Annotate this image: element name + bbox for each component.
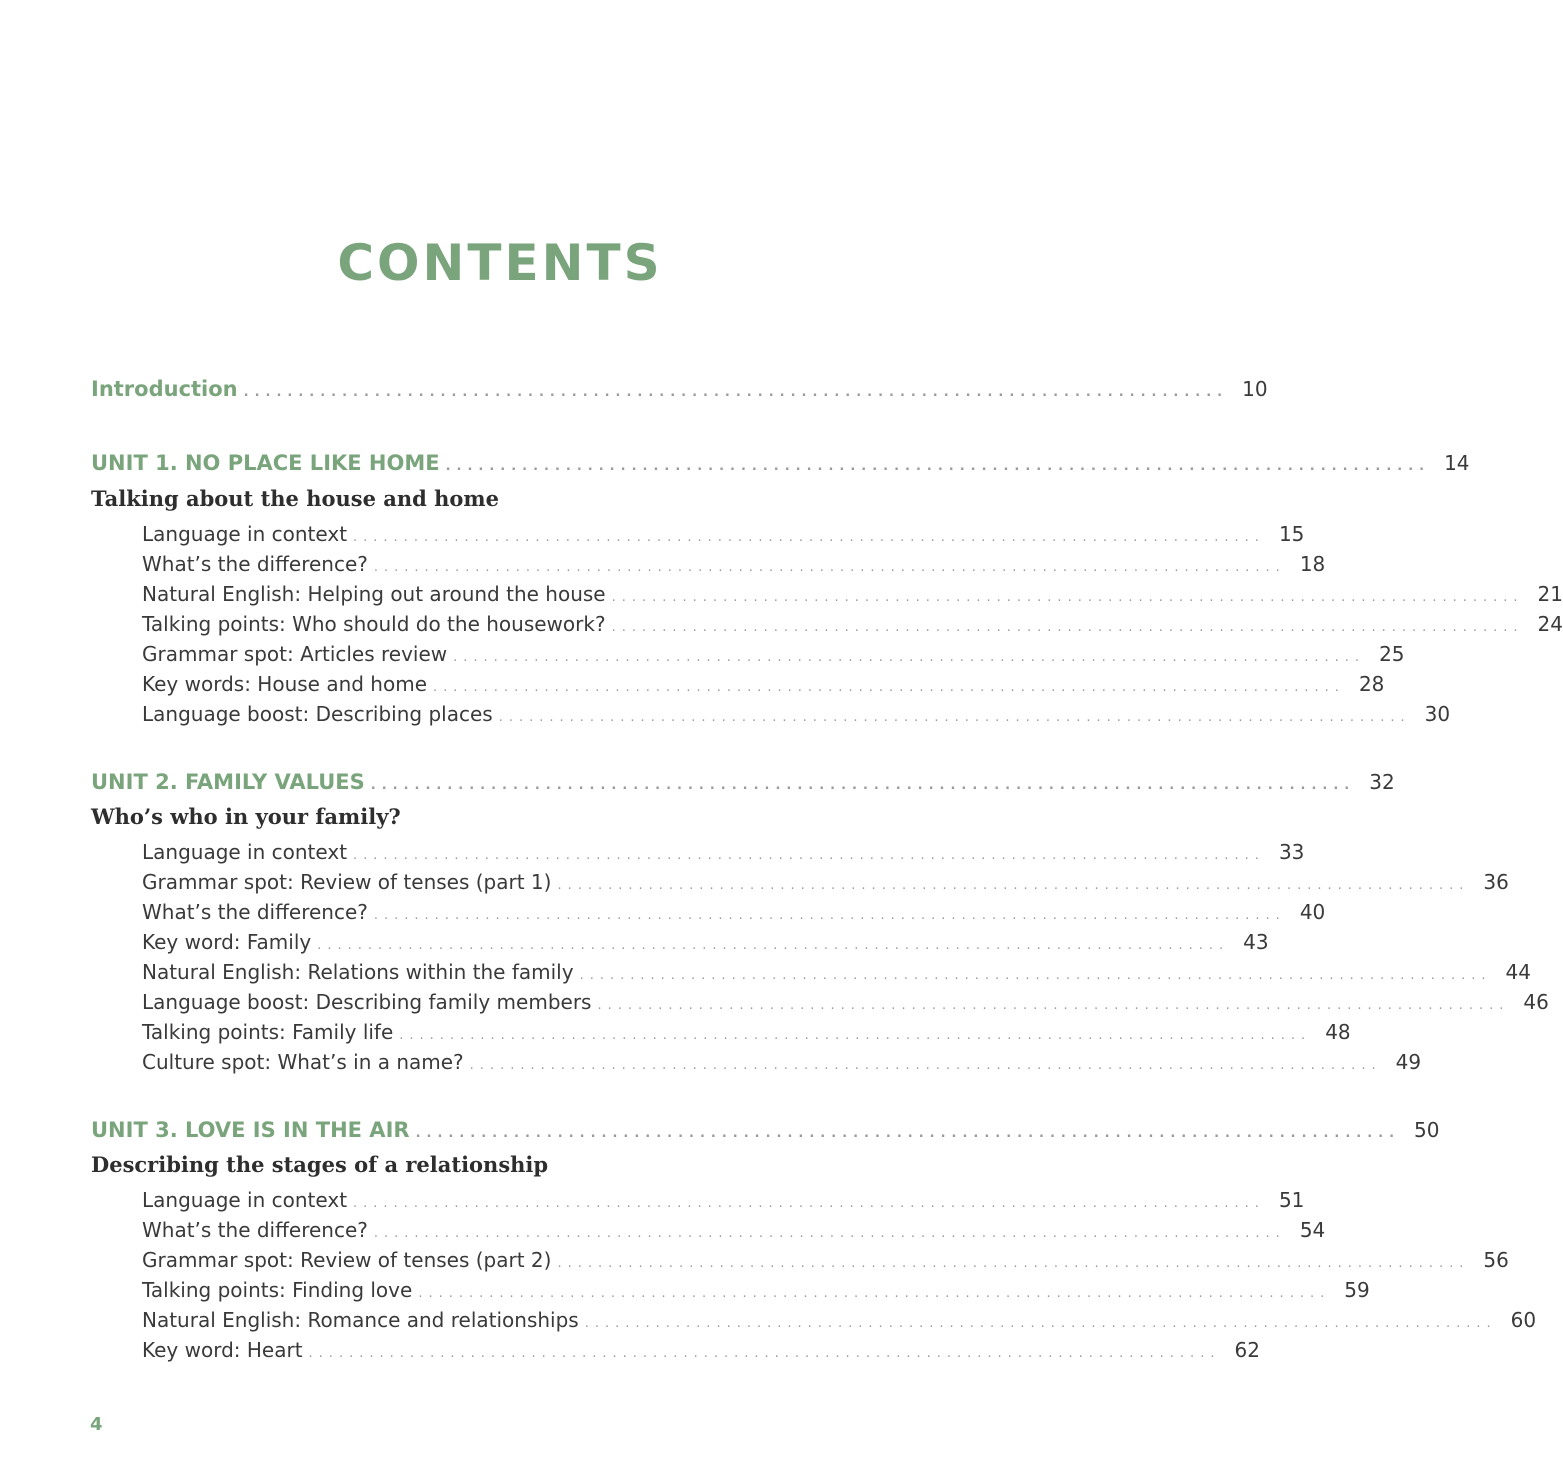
toc-item[interactable]: [142, 1338, 1260, 1362]
toc-item-page: 49: [1395, 1050, 1422, 1074]
toc-item[interactable]: [142, 672, 1385, 696]
toc-item-page: 46: [1523, 990, 1549, 1014]
toc-item-label: Language in context: [142, 522, 348, 546]
toc-item-label: Natural English: Romance and relationships: [142, 1308, 579, 1332]
dot-leader: ..........................................................................................: [445, 459, 1431, 474]
toc-item-page: 40: [1299, 900, 1326, 924]
toc-item[interactable]: [142, 1278, 1370, 1302]
dot-leader: ..........................................................................................: [597, 998, 1510, 1013]
toc-item[interactable]: [142, 702, 1451, 726]
unit-heading-2[interactable]: [91, 770, 1395, 794]
toc-item[interactable]: [142, 960, 1531, 984]
toc-item[interactable]: [142, 1308, 1537, 1332]
toc-item[interactable]: [142, 900, 1326, 924]
toc-item[interactable]: [142, 522, 1305, 546]
unit-heading-page: 50: [1414, 1118, 1440, 1142]
toc-item-label: Grammar spot: Review of tenses (part 1): [142, 870, 552, 894]
toc-entry-label: Introduction: [91, 377, 238, 401]
toc-item-page: 33: [1278, 840, 1305, 864]
dot-leader: ..........................................................................................: [557, 878, 1470, 893]
dot-leader: ..........................................................................................: [353, 530, 1265, 545]
toc-item-page: 60: [1510, 1308, 1537, 1332]
dot-leader: ..........................................................................................: [611, 620, 1524, 635]
toc-item-page: 48: [1325, 1020, 1351, 1044]
unit-subtitle-2: Who’s who in your family?: [91, 804, 401, 829]
toc-item-label: Talking points: Family life: [142, 1020, 394, 1044]
toc-item[interactable]: [142, 1050, 1422, 1074]
toc-item[interactable]: [142, 1218, 1326, 1242]
toc-item-page: 28: [1358, 672, 1385, 696]
toc-item-page: 36: [1483, 870, 1509, 894]
unit-heading-label: UNIT 3. LOVE IS IN THE AIR: [91, 1118, 410, 1142]
dot-leader: ..........................................................................................: [611, 590, 1524, 605]
toc-item[interactable]: [142, 930, 1269, 954]
toc-item-page: 43: [1243, 930, 1269, 954]
toc-item-label: Natural English: Helping out around the house: [142, 582, 606, 606]
dot-leader: ..........................................................................................: [373, 1226, 1286, 1241]
toc-item-page: 30: [1424, 702, 1451, 726]
unit-heading-label: UNIT 2. FAMILY VALUES: [91, 770, 365, 794]
dot-leader: ..........................................................................................: [453, 650, 1366, 665]
dot-leader: ..........................................................................................: [308, 1346, 1221, 1361]
toc-item[interactable]: [142, 1248, 1509, 1272]
toc-item[interactable]: [142, 870, 1509, 894]
toc-item-page: 24: [1537, 612, 1563, 636]
toc-item-page: 54: [1299, 1218, 1326, 1242]
toc-item-page: 51: [1278, 1188, 1305, 1212]
dot-leader: ..........................................................................................: [353, 1196, 1265, 1211]
unit-heading-1[interactable]: [91, 451, 1470, 475]
toc-entry-introduction[interactable]: [91, 377, 1268, 401]
toc-item-label: Language in context: [142, 1188, 348, 1212]
toc-item-page: 21: [1537, 582, 1563, 606]
toc-item-page: 15: [1278, 522, 1305, 546]
toc-item-label: Language boost: Describing family members: [142, 990, 592, 1014]
toc-item-label: Talking points: Finding love: [142, 1278, 413, 1302]
unit-heading-label: UNIT 1. NO PLACE LIKE HOME: [91, 451, 440, 475]
dot-leader: ..........................................................................................: [373, 560, 1286, 575]
page-title: CONTENTS: [337, 234, 663, 292]
toc-item[interactable]: [142, 990, 1549, 1014]
toc-item-label: Grammar spot: Articles review: [142, 642, 448, 666]
toc-item-label: Key word: Heart: [142, 1338, 303, 1362]
toc-item-label: Culture spot: What’s in a name?: [142, 1050, 464, 1074]
toc-item[interactable]: [142, 612, 1563, 636]
dot-leader: ..........................................................................................: [399, 1028, 1312, 1043]
toc-item[interactable]: [142, 840, 1305, 864]
toc-item-label: What’s the difference?: [142, 552, 368, 576]
toc-item[interactable]: [142, 1020, 1351, 1044]
dot-leader: ..........................................................................................: [469, 1058, 1382, 1073]
toc-item-label: Talking points: Who should do the housework?: [142, 612, 606, 636]
dot-leader: ..........................................................................................: [317, 938, 1230, 953]
dot-leader: ..........................................................................................: [373, 908, 1286, 923]
dot-leader: ..........................................................................................: [415, 1126, 1401, 1141]
page-number: 4: [90, 1414, 103, 1435]
unit-heading-page: 14: [1444, 451, 1470, 475]
toc-item-page: 44: [1505, 960, 1531, 984]
toc-item-page: 62: [1234, 1338, 1260, 1362]
dot-leader: ..........................................................................................: [579, 968, 1492, 983]
dot-leader: ..........................................................................................: [433, 680, 1345, 695]
toc-item-label: Grammar spot: Review of tenses (part 2): [142, 1248, 552, 1272]
unit-subtitle-3: Describing the stages of a relationship: [91, 1152, 549, 1177]
dot-leader: ..........................................................................................: [498, 710, 1411, 725]
toc-item-label: What’s the difference?: [142, 1218, 368, 1242]
dot-leader: ..........................................................................................: [557, 1256, 1470, 1271]
toc-item-label: Language boost: Describing places: [142, 702, 493, 726]
toc-item-label: What’s the difference?: [142, 900, 368, 924]
dot-leader: ..........................................................................................: [353, 848, 1265, 863]
dot-leader: ..........................................................................................: [243, 385, 1229, 400]
toc-item[interactable]: [142, 642, 1405, 666]
toc-item-page: 56: [1483, 1248, 1509, 1272]
toc-entry-page: 10: [1242, 377, 1268, 401]
toc-item-page: 25: [1379, 642, 1405, 666]
unit-heading-3[interactable]: [91, 1118, 1440, 1142]
toc-item-label: Key word: Family: [142, 930, 312, 954]
unit-heading-page: 32: [1369, 770, 1395, 794]
unit-subtitle-1: Talking about the house and home: [91, 486, 499, 511]
toc-item[interactable]: [142, 552, 1326, 576]
toc-item-label: Key words: House and home: [142, 672, 428, 696]
dot-leader: ..........................................................................................: [584, 1316, 1497, 1331]
toc-item[interactable]: [142, 1188, 1305, 1212]
toc-item-page: 18: [1299, 552, 1326, 576]
toc-item[interactable]: [142, 582, 1563, 606]
dot-leader: ..........................................................................................: [370, 778, 1356, 793]
toc-item-label: Language in context: [142, 840, 348, 864]
toc-item-page: 59: [1344, 1278, 1370, 1302]
dot-leader: ..........................................................................................: [418, 1286, 1331, 1301]
toc-item-label: Natural English: Relations within the family: [142, 960, 574, 984]
